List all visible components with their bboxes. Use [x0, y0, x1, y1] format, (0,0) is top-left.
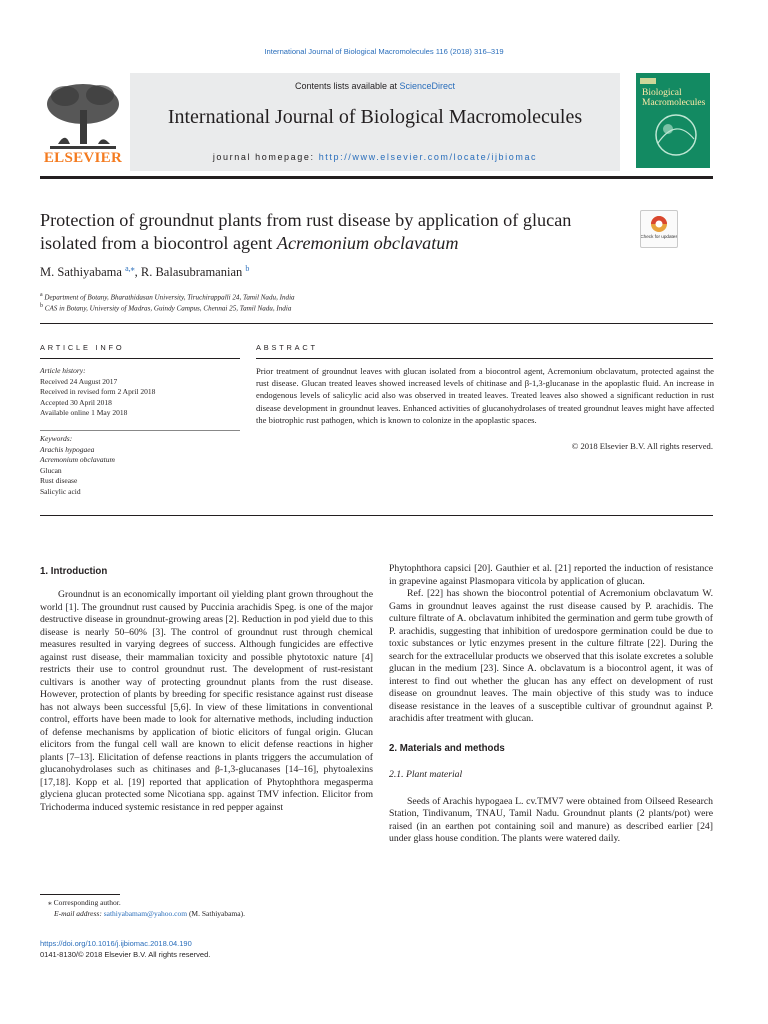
footnote-rule: [40, 894, 120, 895]
methods-heading: 2. Materials and methods: [389, 742, 505, 754]
author-2[interactable]: R. Balasubramanian: [140, 265, 246, 280]
affiliation-a: $^a$ Department of Botany, Bharathidasan University, Tiruchirappalli 24, Tamil Nadu, India: [40, 292, 295, 302]
received-date: Received 24 August 2017: [40, 376, 118, 386]
title-line-2: isolated from a biocontrol agent: [40, 233, 277, 253]
publisher-name: ELSEVIER: [43, 150, 123, 166]
corresponding-author-note: ⁎ Corresponding author.: [48, 898, 121, 907]
email-suffix: (M. Sathiyabama).: [187, 908, 245, 918]
right-column: [389, 563, 713, 846]
plant-material-heading: 2.1. Plant material: [389, 769, 463, 780]
contents-prefix: Contents lists available at: [294, 81, 400, 91]
title-organism: Acremonium obclavatum: [276, 233, 459, 253]
article-history: [40, 366, 240, 419]
article-info-heading: ARTICLE INFO: [40, 343, 125, 352]
sciencedirect-link[interactable]: ScienceDirect: [399, 81, 456, 91]
doi-link[interactable]: https://doi.org/10.1016/j.ijbiomac.2018.04.190: [40, 939, 192, 948]
abstract-copyright: © 2018 Elsevier B.V. All rights reserved.: [571, 441, 713, 451]
abstract-rule: [256, 358, 713, 359]
keyword: Acremonium obclavatum: [40, 455, 115, 465]
info-rule: [40, 358, 240, 359]
affiliation-a-text: Department of Botany, Bharathidasan University, Tiruchirappalli 24, Tamil Nadu, India: [44, 293, 295, 302]
abstract-heading: ABSTRACT: [256, 343, 318, 352]
introduction-heading: 1. Introduction: [40, 566, 108, 577]
check-for-updates-button[interactable]: [640, 210, 678, 248]
elsevier-tree-icon: [40, 80, 126, 150]
author-1[interactable]: M. Sathiyabama: [40, 265, 126, 280]
keywords-block: [40, 434, 240, 498]
affiliation-b-text: CAS in Botany, University of Madras, Guindy Campus, Chennai 25, Tamil Nadu, India: [44, 304, 292, 313]
intro-paragraph-2: Ref. [22] has shown the biocontrol potential of Acremonium obclavatum W. Gams in groundnut leaves against the rust disease caused by P. arachidis. The culture filtrate of A. obclavatum inhibited the germination and germ tube growth of P. arachidis, suggesting that inhibition of uredospore germination could be due to toxic substances or lytic enzymes present in the culture filtrate [22]. During the search for the extracellular products we observed that this isolate excretes a soluble glucan in the medium [23]. Since A. obclavatum is a biocontrol agent, it was of interest to find out whether the glucan has any effect on development of rust disease on groundnut leaves. The main objective of this study was to induce disease resistance in the leaves of a susceptible cultivar of groundnut against P. arachidis after treatment with glucan.: [389, 588, 713, 724]
history-label: Article history:: [40, 366, 86, 375]
keywords-rule: [40, 430, 240, 431]
contents-line: [130, 81, 620, 91]
affiliation-b: $^b$ CAS in Botany, University of Madras, Guindy Campus, Chennai 25, Tamil Nadu, India: [40, 303, 292, 313]
author-1-affil[interactable]: a,⁎: [125, 264, 135, 273]
homepage-prefix: journal homepage:: [212, 152, 319, 162]
check-for-updates-icon: [641, 211, 677, 247]
keywords-label: Keywords:: [40, 434, 73, 443]
abstract-bottom-rule: [40, 515, 713, 516]
journal-title: International Journal of Biological Macromolecules: [167, 106, 583, 128]
online-date: Available online 1 May 2018: [40, 408, 128, 418]
journal-homepage-link[interactable]: http://www.elsevier.com/locate/ijbiomac: [318, 152, 538, 162]
plant-material-paragraph: Seeds of Arachis hypogaea L. cv.TMV7 were obtained from Oilseed Research Station, Tindivanum, TNAU, Tamil Nadu. Groundnut plants (2 plants/pot) were raised (in an earthen pot containing soil and manure) as described earlier [24] under glass house condition. The plants were watered daily.: [389, 795, 713, 844]
cover-title: Biological Macromolecules: [642, 88, 706, 108]
doi-block: [40, 939, 210, 960]
author-list: M. Sathiyabama $^{a,⁎}$, R. Balasubramanian $^b$: [40, 264, 250, 280]
title-line-1: Protection of groundnut plants from rust disease by application of glucan: [40, 210, 572, 230]
left-column: [40, 589, 373, 814]
journal-citation[interactable]: International Journal of Biological Macromolecules 116 (2018) 316–319: [264, 47, 504, 56]
article-title: [40, 209, 630, 255]
email-label: E-mail address:: [54, 908, 104, 918]
header-rule: [40, 176, 713, 179]
keyword: Rust disease: [40, 476, 78, 486]
intro-paragraph-continued: Phytophthora capsici [20]. Gauthier et al. [21] reported the induction of resistance in grapevine against Plasmopara viticola by application of glucan.: [389, 563, 713, 587]
author-email-link[interactable]: sathiyabamam@yahoo.com: [103, 908, 188, 918]
revised-date: Received in revised form 2 April 2018: [40, 387, 156, 397]
keyword: Glucan: [40, 465, 62, 475]
intro-paragraph: Groundnut is an economically important oil yielding plant grown throughout the world [1]. The groundnut rust caused by Puccinia arachidis Speg. is one of the major destructive disease in groundnut-growing areas [2]. Reduction in pod yield due to this disease is nearly 50–60% [3]. The control of groundnut rust through chemical measures resulted in varying degrees of success. Although fungicides are effective against rust disease, their mammalian toxicity and possible phytotoxic nature [4] restricts their use to control groundnut rust. The development of rust-resistant cultivars is another way of protecting groundnut plants from the rust disease. However, protection of plants by breeding for specific resistance against rust disease has not always been successful [5,6]. In view of these limitations in conventional control, efforts have been made to look for alternative methods, including induction of defense mechanisms by application of biotic elicitors of fungal origin. Glucan elicitors from the fungal cell wall are known to elicit defense reactions in higher plants [7–13]. Elicitation of defense reactions in plants triggers the accumulation of glucanohydrolases such as chitinases and β-1,3-glucanases [14–16], phytoalexins [17,18]. Kopp et al. [19] reported that application of Phytophthora megasperma glyciena glucan protected some Nicotiana spp. against TMV infection. Elicitor from Trichoderma induced systemic resistance in red pepper against: [40, 589, 373, 813]
badge-label: Check for updates: [641, 234, 677, 239]
keyword: Salicylic acid: [40, 486, 81, 496]
journal-homepage-line: [130, 152, 620, 162]
affiliation-rule: [40, 323, 713, 324]
author-2-affil[interactable]: b: [245, 264, 250, 273]
accepted-date: Accepted 30 April 2018: [40, 397, 112, 407]
footnote: [40, 898, 245, 919]
keyword: Arachis hypogaea: [40, 444, 95, 454]
issn-line: 0141-8130/© 2018 Elsevier B.V. All rights reserved.: [40, 949, 211, 959]
abstract-text: Prior treatment of groundnut leaves with glucan isolated from a biocontrol agent, Acremonium obclavatum, protected against the rust disease. Glucan treated leaves showed increased levels of chitinase and β-1,3-glucanase in the apoplastic fluid. An increase in endogenous levels of salicylic acid also was observed in treated leaves. Treated leaves also showed a significant reduction in rust disease development in groundnut leaves. Enhanced activities of glucanohydrolases of treated groundnut leaves might have affected the biotrophic rust pathogen, which is known to colonize in the apoplastic spaces.: [256, 366, 714, 425]
